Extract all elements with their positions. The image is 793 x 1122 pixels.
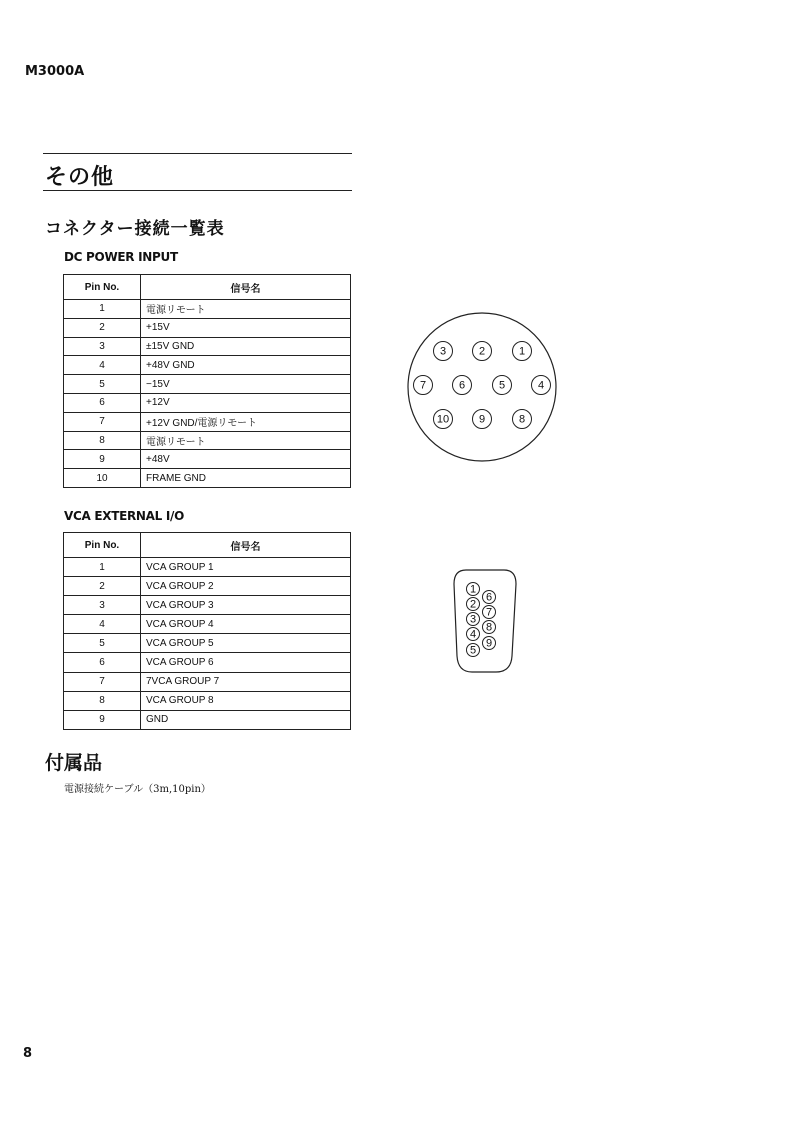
connector-outline (408, 313, 556, 461)
pin-label: 10 (436, 413, 450, 426)
pin-number: 8 (64, 431, 141, 450)
pin-marker (513, 410, 532, 429)
pin-marker (483, 606, 496, 619)
pin-number: 3 (64, 596, 141, 615)
pin-marker (513, 342, 532, 361)
signal-name: ±15V GND (141, 337, 351, 356)
table-row (64, 412, 351, 431)
dc-power-table (63, 274, 351, 488)
pin-marker (473, 410, 492, 429)
pin-marker (467, 644, 480, 657)
signal-name: +12V (141, 393, 351, 412)
pin-label: 1 (518, 345, 526, 358)
dc-power-title: DC POWER INPUT (64, 250, 178, 264)
signal-name: VCA GROUP 6 (141, 653, 351, 672)
signal-name-header: 信号名 (141, 275, 351, 300)
table-row (64, 318, 351, 337)
table-row (64, 469, 351, 488)
connector-list-title: コネクター接続一覧表 (45, 219, 225, 239)
pin-number: 7 (64, 672, 141, 691)
table-row (64, 577, 351, 596)
table-row (64, 337, 351, 356)
pin-marker (467, 583, 480, 596)
table-row (64, 375, 351, 394)
table-header-row (64, 533, 351, 558)
table-row (64, 450, 351, 469)
pin-number: 2 (64, 577, 141, 596)
pin-number: 8 (64, 691, 141, 710)
section-rule-top (43, 153, 352, 154)
vca-rows (64, 558, 351, 730)
pin-number: 1 (64, 300, 141, 319)
table-row (64, 710, 351, 729)
pin-number: 6 (64, 393, 141, 412)
pin-label: 5 (469, 644, 477, 657)
pin-label: 2 (478, 345, 486, 358)
pin-label: 2 (469, 598, 477, 611)
pin-marker (473, 342, 492, 361)
pin-number: 4 (64, 356, 141, 375)
table-header-row (64, 275, 351, 300)
model-name: M3000A (25, 64, 85, 79)
pin-number: 9 (64, 710, 141, 729)
pin-label: 9 (485, 637, 493, 650)
signal-name: VCA GROUP 8 (141, 691, 351, 710)
pin-marker (453, 376, 472, 395)
pin-marker (483, 637, 496, 650)
accessories-title: 付属品 (45, 752, 103, 774)
pin-label: 4 (469, 628, 477, 641)
dc-power-connector-diagram (401, 311, 563, 463)
pin-label: 5 (498, 379, 506, 392)
pin-label: 8 (518, 413, 526, 426)
vca-connector-diagram (452, 568, 518, 674)
table-row (64, 615, 351, 634)
pin-label: 4 (537, 379, 545, 392)
pin-number: 6 (64, 653, 141, 672)
pin-number: 9 (64, 450, 141, 469)
dc-power-rows (64, 300, 351, 488)
pin-number: 5 (64, 634, 141, 653)
table-row (64, 634, 351, 653)
pin-label: 7 (419, 379, 427, 392)
pin-marker (483, 591, 496, 604)
table-row (64, 393, 351, 412)
table-row (64, 300, 351, 319)
pin-marker (493, 376, 512, 395)
pin-no-header: Pin No. (64, 275, 141, 300)
pin-marker (434, 342, 453, 361)
pin-label: 6 (458, 379, 466, 392)
pin-label: 3 (469, 613, 477, 626)
pin-label: 1 (469, 583, 477, 596)
pin-marker (434, 410, 453, 429)
pin-no-header: Pin No. (64, 533, 141, 558)
pin-number: 4 (64, 615, 141, 634)
table-row (64, 596, 351, 615)
table-row (64, 558, 351, 577)
pin-marker (483, 621, 496, 634)
signal-name: VCA GROUP 5 (141, 634, 351, 653)
signal-name: −15V (141, 375, 351, 394)
signal-name: FRAME GND (141, 469, 351, 488)
signal-name: GND (141, 710, 351, 729)
signal-name-header: 信号名 (141, 533, 351, 558)
pin-marker (414, 376, 433, 395)
pin-number: 3 (64, 337, 141, 356)
pin-label: 6 (485, 591, 493, 604)
signal-name: +12V GND/電源リモート (141, 412, 351, 431)
section-title: その他 (45, 165, 115, 190)
signal-name: 電源リモート (141, 431, 351, 450)
pin-number: 2 (64, 318, 141, 337)
pin-label: 8 (485, 621, 493, 634)
pin-marker (467, 613, 480, 626)
pin-number: 5 (64, 375, 141, 394)
signal-name: 電源リモート (141, 300, 351, 319)
table-row (64, 356, 351, 375)
table-row (64, 431, 351, 450)
pin-marker (467, 628, 480, 641)
pin-label: 3 (439, 345, 447, 358)
pin-marker (467, 598, 480, 611)
pin-number: 10 (64, 469, 141, 488)
signal-name: VCA GROUP 3 (141, 596, 351, 615)
pin-number: 7 (64, 412, 141, 431)
table-row (64, 653, 351, 672)
signal-name: 7VCA GROUP 7 (141, 672, 351, 691)
pin-number: 1 (64, 558, 141, 577)
pin-label: 9 (478, 413, 486, 426)
table-row (64, 691, 351, 710)
signal-name: +48V (141, 450, 351, 469)
signal-name: VCA GROUP 2 (141, 577, 351, 596)
signal-name: +48V GND (141, 356, 351, 375)
pin-marker (532, 376, 551, 395)
section-rule-bottom (43, 190, 352, 191)
page-number: 8 (23, 1046, 33, 1061)
signal-name: VCA GROUP 4 (141, 615, 351, 634)
table-row (64, 672, 351, 691)
signal-name: +15V (141, 318, 351, 337)
accessories-text: 電源接続ケーブル（3m,10pin） (64, 784, 211, 795)
pin-label: 7 (485, 606, 493, 619)
signal-name: VCA GROUP 1 (141, 558, 351, 577)
vca-title: VCA EXTERNAL I/O (64, 509, 185, 523)
vca-table (63, 532, 351, 730)
